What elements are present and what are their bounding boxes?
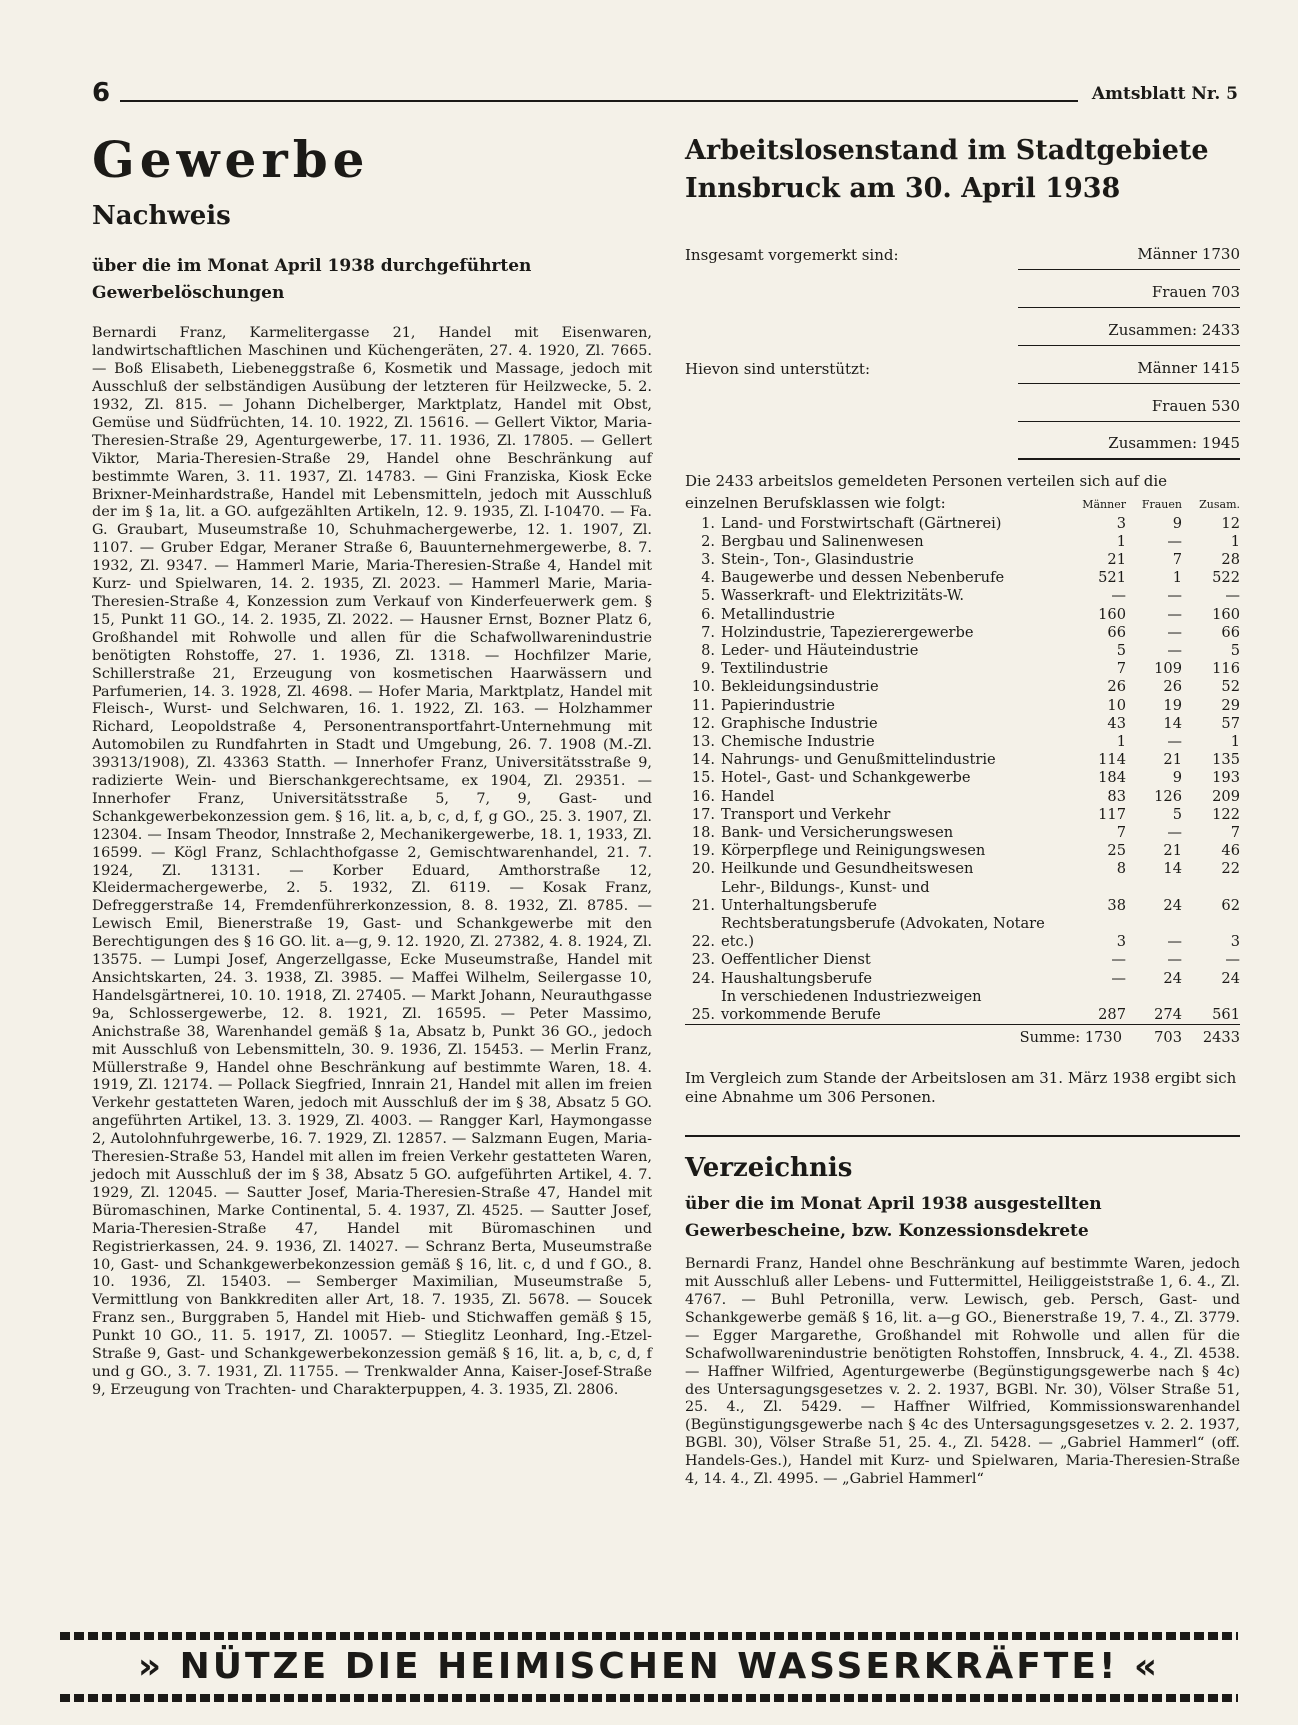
cell-name: Metallindustrie (721, 605, 835, 623)
banner-border-top (60, 1632, 1238, 1640)
cell-f: 109 (1154, 660, 1182, 678)
cell-z: 160 (1212, 605, 1240, 623)
header-rule (120, 100, 1078, 102)
cell-z: 561 (1212, 1006, 1240, 1024)
cell-f: 14 (1163, 714, 1182, 732)
register-title: Verzeichnis (685, 1153, 853, 1184)
supported-men: Männer 1415 (1018, 359, 1240, 384)
cell-z: 28 (1221, 551, 1240, 568)
cell-m: 5 (1116, 642, 1126, 660)
cell-z: 3 (1230, 933, 1240, 951)
cell-n: 18. (691, 824, 715, 842)
cell-name: Transport und Verkehr (721, 805, 891, 823)
cell-f: 19 (1163, 696, 1182, 714)
cell-n: 23. (691, 951, 715, 969)
cell-m: 43 (1107, 714, 1126, 732)
register-list: Bernardi Franz, Handel ohne Beschränkung auf bestimmte Waren, jedoch mit Ausschluß aller Lebens- und Futtermittel, Heiliggeiststraße 1, 6. 4., Zl. 4767. — Buhl Petronilla, verw. Lewisch, geb. Persch, Gast- und Schankgewerbe gemäß § 16, lit. a—g GO., Bienerstraße 19, 7. 4., Zl. 3779. — Egger Margarethe, Großhandel mit Rohwolle und allen für die Schafwollwarenindustrie benötigten Rohstoffen, Innsbruck, 4. 4., Zl. 4538. — Haffner Wilfried, Agenturgewerbe (Begünstigungsgewerbe nach § 4c) des Untersagungsgesetzes v. 2. 2. 1937, BGBl. Nr. 30), Völser Straße 51, 25. 4., Zl. 5429. — Haffner Wilfried, Kommissionswarenhandel (Begünstigungsgewerbe nach § 4c des Untersagungsgesetzes v. 2. 2. 1937, BGBl. 30), Völser Straße 51, 25. 4., Zl. 5428. — „Gabriel Hammerl“ (off. Handels-Ges.), Handel mit Kurz- und Spielwaren, Maria-Theresien-Straße 4, 14. 4., Zl. 4995. — „Gabriel Hammerl“ (685, 1256, 1240, 1488)
table-row (685, 660, 1240, 678)
cell-n: 19. (691, 842, 715, 860)
cell-n: 2. (701, 532, 715, 550)
cell-f: — (1167, 933, 1182, 951)
deletions-list: Bernardi Franz, Karmelitergasse 21, Handel mit Eisenwaren, landwirtschaftlichen Maschinen und Küchengeräten, 27. 4. 1920, Zl. 7665. — Boß Elisabeth, Liebeneggstraße 6, Kosmetik und Massage, jedoch mit Ausschluß der selbständigen Ausübung der letzteren für Heilzwecke, 5. 2. 1932, Zl. 815. — Johann Dichelberger, Marktplatz, Handel mit Obst, Gemüse und Südfrüchten, 14. 10. 1922, Zl. 15616. — Gellert Viktor, Maria-Theresien-Straße 29, Agenturgewerbe, 17. 11. 1936, Zl. 17805. — Gellert Viktor, Maria-Theresien-Straße 29, Handel ohne Beschränkung auf bestimmte Waren, 3. 11. 1937, Zl. 14783. — Gini Franziska, Kiosk Ecke Brixner-Meinhardstraße, Handel mit Lebensmitteln, jedoch mit Ausschluß der im § 1a, lit. a GO. aufgezählten Artikeln, 12. 9. 1935, Zl. I-10470. — Fa. G. Graubart, Museumstraße 10, Schuhmachergewerbe, 12. 1. 1907, Zl. 1107. — Gruber Edgar, Meraner Straße 6, Bauunternehmergewerbe, 8. 7. 1932, Zl. 9347. — Hammerl Marie, Maria-Theresien-Straße 4, Handel mit Kurz- und Spielwaren, 14. 2. 1935, Zl. 2023. — Hammerl Marie, Maria-Theresien-Straße 4, Konzession zum Verkauf von Kinderfeuerwerk gem. § 15, Punkt 11 GO., 14. 2. 1935, Zl. 2022. — Hausner Ernst, Bozner Platz 6, Großhandel mit Rohwolle und allen für die Schafwollwarenindustrie benötigten Rohstoffe, 27. 1. 1936, Zl. 1318. — Hochfilzer Marie, Schillerstraße 21, Erzeugung von kosmetischen Haarwässern und Parfumerien, 14. 3. 1928, Zl. 4698. — Hofer Maria, Marktplatz, Handel mit Fleisch-, Wurst- und Selchwaren, 16. 1. 1922, Zl. 163. — Holzhammer Richard, Leopoldstraße 4, Personentransportfahrt-Unternehmung mit Automobilen zu Rundfahrten in Stadt und Umgebung, 26. 7. 1908 (M.-Zl. 39313/1908), Zl. 43363 Statth. — Innerhofer Franz, Universitätsstraße 9, radizierte Wein- und Bierschankgerechtsame, ex 1904, Zl. 29351. — Innerhofer Franz, Universitätsstraße 5, 7, 9, Gast- und Schankgewerbekonzession gem. § 16, lit. a, b, c, d, f, g GO., 25. 3. 1907, Zl. 12304. — Insam Theodor, Innstraße 2, Mechanikergewerbe, 18. 1, 1933, Zl. 16599. — Kögl Franz, Schlachthofgasse 2, Gemischtwarenhandel, 21. 7. 1924, Zl. 13131. — Korber Eduard, Amthorstraße 12, Kleidermachergewerbe, 2. 5. 1932, Zl. 6119. — Kosak Franz, Defreggerstraße 14, Fremdenführerkonzession, 8. 8. 1932, Zl. 8785. — Lewisch Emil, Bienerstraße 19, Gast- und Schankgewerbe mit den Berechtigungen des § 16 GO. lit. a—g, 9. 12. 1920, Zl. 27382, 4. 8. 1924, Zl. 13575. — Lumpi Josef, Angerzellgasse, Ecke Museumstraße, Handel mit Ansichtskarten, 24. 3. 1938, Zl. 3985. — Maffei Wilhelm, Seilergasse 10, Handelsgärtnerei, 10. 10. 1918, Zl. 27405. — Markt Johann, Neurauthgasse 9a, Schlossergewerbe, 12. 8. 1921, Zl. 16595. — Peter Massimo, Anichstraße 38, Warenhandel gemäß § 1a, Absatz b, Punkt 36 GO., jedoch mit Ausschluß von Lebensmitteln, 30. 9. 1936, Zl. 15453. — Merlin Franz, Müllerstraße 9, Handel ohne Beschränkung auf bestimmte Waren, 18. 4. 1919, Zl. 12174. — Pollack Siegfried, Innrain 21, Handel mit allen im freien Verkehr gestatteten Waren, jedoch mit Ausschluß der im § 38, Absatz 5 GO. angeführten Artikel, 13. 3. 1929, Zl. 4003. — Rangger Karl, Haymongasse 2, Autolohnfuhrgewerbe, 16. 7. 1929, Zl. 12857. — Salzmann Eugen, Maria-Theresien-Straße 53, Handel mit allen im freien Verkehr gestatteten Waren, jedoch mit Ausschluß der im § 38, Absatz 5 GO. aufgeführten Artikel, 4. 7. 1929, Zl. 12045. — Sautter Josef, Maria-Theresien-Straße 47, Handel mit Büromaschinen, Marke Continental, 5. 4. 1937, Zl. 4525. — Sautter Josef, Maria-Theresien-Straße 47, Handel mit Büromaschinen und Registrierkassen, 24. 9. 1936, Zl. 14027. — Schranz Berta, Museumstraße 10, Gast- und Schankgewerbekonzession gemäß § 16, lit. c, d und f GO., 8. 10. 1936, Zl. 15403. — Semberger Maximilian, Museumstraße 5, Vermittlung von Bankkrediten aller Art, 18. 7. 1935, Zl. 5678. — Soucek Franz sen., Burggraben 5, Handel mit Hieb- und Stichwaffen gemäß § 15, Punkt 10 GO., 11. 5. 1917, Zl. 10057. — Stieglitz Leonhard, Ing.-Etzel-Straße 9, Gast- und Schankgewerbekonzession gemäß § 16, lit. a, b, c, d, f und g GO., 3. 7. 1931, Zl. 11755. — Trenkwalder Anna, Kaiser-Josef-Straße 9, Erzeugung von Trachten- und Charakterpuppen, 4. 3. 1935, Zl. 2806. (92, 325, 652, 1398)
sum-total: 2433 (1182, 1025, 1240, 1048)
table-row (685, 988, 1240, 1025)
cell-m: — (1111, 587, 1126, 605)
cell-name: Chemische Industrie (721, 733, 875, 751)
total-women: Frauen 703 (1018, 283, 1240, 308)
table-row (685, 860, 1240, 878)
cell-n: 21. (691, 896, 715, 914)
cell-m: 1 (1116, 532, 1126, 550)
cell-name: Stein-, Ton-, Glasindustrie (721, 551, 914, 568)
col-header-women: Frauen (1141, 498, 1182, 512)
cell-z: 116 (1212, 660, 1240, 678)
cell-n: 25. (691, 1006, 715, 1024)
cell-f: 21 (1163, 751, 1182, 769)
cell-z: 57 (1221, 714, 1240, 732)
cell-m: 21 (1107, 551, 1126, 568)
table-row (685, 533, 1240, 551)
table-row (685, 951, 1240, 969)
supported-label: Hievon sind unterstützt: (685, 359, 871, 378)
table-row (685, 915, 1240, 951)
cell-name: Leder- und Häuteindustrie (721, 642, 919, 660)
table-row (685, 697, 1240, 715)
cell-f: 7 (1172, 551, 1182, 568)
section-divider (685, 1135, 1240, 1137)
cell-name: Holzindustrie, Tapezierergewerbe (721, 623, 974, 641)
cell-z: 52 (1221, 678, 1240, 696)
cell-m: 114 (1098, 751, 1126, 769)
cell-z: 122 (1212, 805, 1240, 823)
table-row (685, 678, 1240, 696)
cell-name: Körperpflege und Reinigungswesen (721, 842, 986, 860)
cell-m: 10 (1107, 696, 1126, 714)
table-row (685, 769, 1240, 787)
cell-m: 3 (1116, 933, 1126, 951)
table-row (685, 879, 1240, 915)
cell-m: 1 (1116, 733, 1126, 751)
subsection-title: Nachweis (92, 201, 231, 231)
cell-f: 21 (1163, 842, 1182, 860)
cell-f: 9 (1172, 514, 1182, 532)
occupation-table (685, 491, 1240, 1048)
cell-m: 160 (1098, 605, 1126, 623)
cell-m: — (1111, 969, 1126, 987)
cell-m: 66 (1107, 623, 1126, 641)
cell-name: Graphische Industrie (721, 714, 878, 732)
cell-n: 20. (691, 860, 715, 878)
supported-women: Frauen 530 (1018, 397, 1240, 422)
cell-f: 9 (1172, 769, 1182, 787)
cell-n: 16. (691, 787, 715, 805)
cell-z: 62 (1221, 896, 1240, 914)
right-column (685, 132, 1240, 1489)
cell-name: Bekleidungsindustrie (721, 678, 879, 696)
cell-f: — (1167, 824, 1182, 842)
total-men: Männer 1730 (1018, 245, 1240, 270)
cell-z: 24 (1221, 969, 1240, 987)
issue-label: Amtsblatt Nr. 5 (1091, 84, 1238, 104)
register-heading: über die im Monat April 1938 ausgestellten Gewerbescheine, bzw. Konzessionsdekrete (685, 1194, 1102, 1241)
cell-f: — (1167, 605, 1182, 623)
banner-text: » NÜTZE DIE HEIMISCHEN WASSERKRÄFTE! « (137, 1646, 1161, 1687)
cell-z: 22 (1221, 860, 1240, 878)
cell-name: Lehr-, Bildungs-, Kunst- und Unterhaltungsberufe (721, 878, 930, 914)
cell-z: 5 (1230, 642, 1240, 660)
cell-n: 22. (691, 933, 715, 951)
supported-sum: Zusammen: 1945 (1018, 434, 1240, 460)
table-row (685, 842, 1240, 860)
table-row (685, 606, 1240, 624)
page-number: 6 (92, 78, 111, 108)
cell-name: Hotel-, Gast- und Schankgewerbe (721, 769, 971, 787)
cell-name: Bergbau und Salinenwesen (721, 532, 924, 550)
cell-n: 14. (691, 751, 715, 769)
distribution-text: Die 2433 arbeitslos gemeldeten Personen verteilen sich auf die (685, 471, 1168, 490)
cell-n: 9. (701, 660, 715, 678)
cell-name: Heilkunde und Gesundheitswesen (721, 860, 974, 878)
cell-m: 184 (1098, 769, 1126, 787)
section-title: Gewerbe (92, 130, 370, 189)
cell-f: 5 (1172, 805, 1182, 823)
cell-f: 126 (1154, 787, 1182, 805)
cell-m: — (1111, 951, 1126, 969)
table-row (685, 569, 1240, 587)
cell-n: 24. (691, 969, 715, 987)
cell-n: 7. (701, 623, 715, 641)
totals-block (685, 232, 1240, 460)
total-sum: Zusammen: 2433 (1018, 321, 1240, 346)
cell-m: 287 (1098, 1006, 1126, 1024)
total-label: Insgesamt vorgemerkt sind: (685, 245, 899, 264)
table-row (685, 788, 1240, 806)
cell-f: 1 (1172, 569, 1182, 587)
cell-f: 24 (1163, 896, 1182, 914)
cell-f: — (1167, 623, 1182, 641)
cell-name: Handel (721, 787, 775, 805)
cell-m: 8 (1116, 860, 1126, 878)
cell-f: — (1167, 733, 1182, 751)
cell-m: 26 (1107, 678, 1126, 696)
cell-f: 24 (1163, 969, 1182, 987)
cell-z: 66 (1221, 623, 1240, 641)
table-row (685, 970, 1240, 988)
cell-name: Bank- und Versicherungswesen (721, 824, 954, 842)
slogan-banner (60, 1632, 1238, 1702)
cell-f: — (1167, 642, 1182, 660)
cell-m: 117 (1098, 805, 1126, 823)
cell-f: 14 (1163, 860, 1182, 878)
table-row (685, 806, 1240, 824)
cell-f: 274 (1154, 1006, 1182, 1024)
cell-f: 26 (1163, 678, 1182, 696)
left-column (92, 132, 652, 1400)
cell-n: 15. (691, 769, 715, 787)
comparison-text: Im Vergleich zum Stande der Arbeitslosen am 31. März 1938 ergibt sich eine Abnahme um 306 Personen. (685, 1069, 1237, 1107)
cell-z: 193 (1212, 769, 1240, 787)
cell-z: — (1225, 587, 1240, 605)
cell-z: 29 (1221, 696, 1240, 714)
cell-name: Oeffentlicher Dienst (721, 951, 871, 969)
page-header (92, 78, 1238, 112)
cell-m: 7 (1116, 660, 1126, 678)
cell-name: Land- und Forstwirtschaft (Gärtnerei) (721, 514, 1002, 532)
cell-name: In verschiedenen Industriezweigen vorkommende Berufe (721, 987, 982, 1024)
unemployment-title: Arbeitslosenstand im Stadtgebiete Innsbruck am 30. April 1938 (685, 135, 1209, 204)
cell-n: 3. (701, 551, 715, 568)
table-row (685, 587, 1240, 605)
cell-f: — (1167, 532, 1182, 550)
cell-n: 5. (701, 587, 715, 605)
cell-name: Haushaltungsberufe (721, 969, 872, 987)
table-row (685, 824, 1240, 842)
cell-z: — (1225, 951, 1240, 969)
cell-name: Textilindustrie (721, 660, 829, 678)
cell-m: 7 (1116, 824, 1126, 842)
cell-name: Nahrungs- und Genußmittelindustrie (721, 751, 996, 769)
cell-m: 38 (1107, 896, 1126, 914)
col-header-men: Männer (1082, 498, 1126, 512)
cell-n: 12. (691, 714, 715, 732)
cell-z: 135 (1212, 751, 1240, 769)
cell-name: Baugewerbe und dessen Nebenberufe (721, 569, 1005, 587)
cell-n: 11. (691, 696, 715, 714)
cell-n: 6. (701, 605, 715, 623)
table-row (685, 715, 1240, 733)
table-row (685, 551, 1240, 569)
cell-z: 209 (1212, 787, 1240, 805)
cell-f: — (1167, 587, 1182, 605)
section-heading: über die im Monat April 1938 durchgeführten Gewerbelöschungen (92, 256, 532, 304)
cell-n: 1. (701, 514, 715, 532)
cell-name: Rechtsberatungsberufe (Advokaten, Notare etc.) (721, 915, 1045, 951)
cell-z: 12 (1221, 514, 1240, 532)
cell-z: 1 (1230, 733, 1240, 751)
cell-n: 13. (691, 733, 715, 751)
cell-n: 10. (691, 678, 715, 696)
table-row (685, 733, 1240, 751)
table-row (685, 751, 1240, 769)
banner-border-bottom (60, 1694, 1238, 1702)
cell-m: 25 (1107, 842, 1126, 860)
cell-z: 46 (1221, 842, 1240, 860)
sum-women: 703 (1126, 1025, 1182, 1048)
cell-n: 4. (701, 569, 715, 587)
cell-n: 17. (691, 805, 715, 823)
cell-m: 521 (1098, 569, 1126, 587)
distribution-text-2: einzelnen Berufsklassen wie folgt: (685, 493, 946, 512)
cell-name: Wasserkraft- und Elektrizitäts-W. (721, 587, 964, 605)
cell-n: 8. (701, 642, 715, 660)
col-header-total: Zusam. (1199, 498, 1240, 512)
cell-z: 1 (1230, 532, 1240, 550)
table-row (685, 515, 1240, 533)
cell-z: 522 (1212, 569, 1240, 587)
cell-m: 83 (1107, 787, 1126, 805)
cell-f: — (1167, 951, 1182, 969)
table-row (685, 642, 1240, 660)
cell-z: 7 (1230, 824, 1240, 842)
sum-label: Summe: 1730 (721, 1025, 1126, 1048)
cell-m: 3 (1116, 514, 1126, 532)
table-row (685, 624, 1240, 642)
cell-name: Papierindustrie (721, 696, 835, 714)
